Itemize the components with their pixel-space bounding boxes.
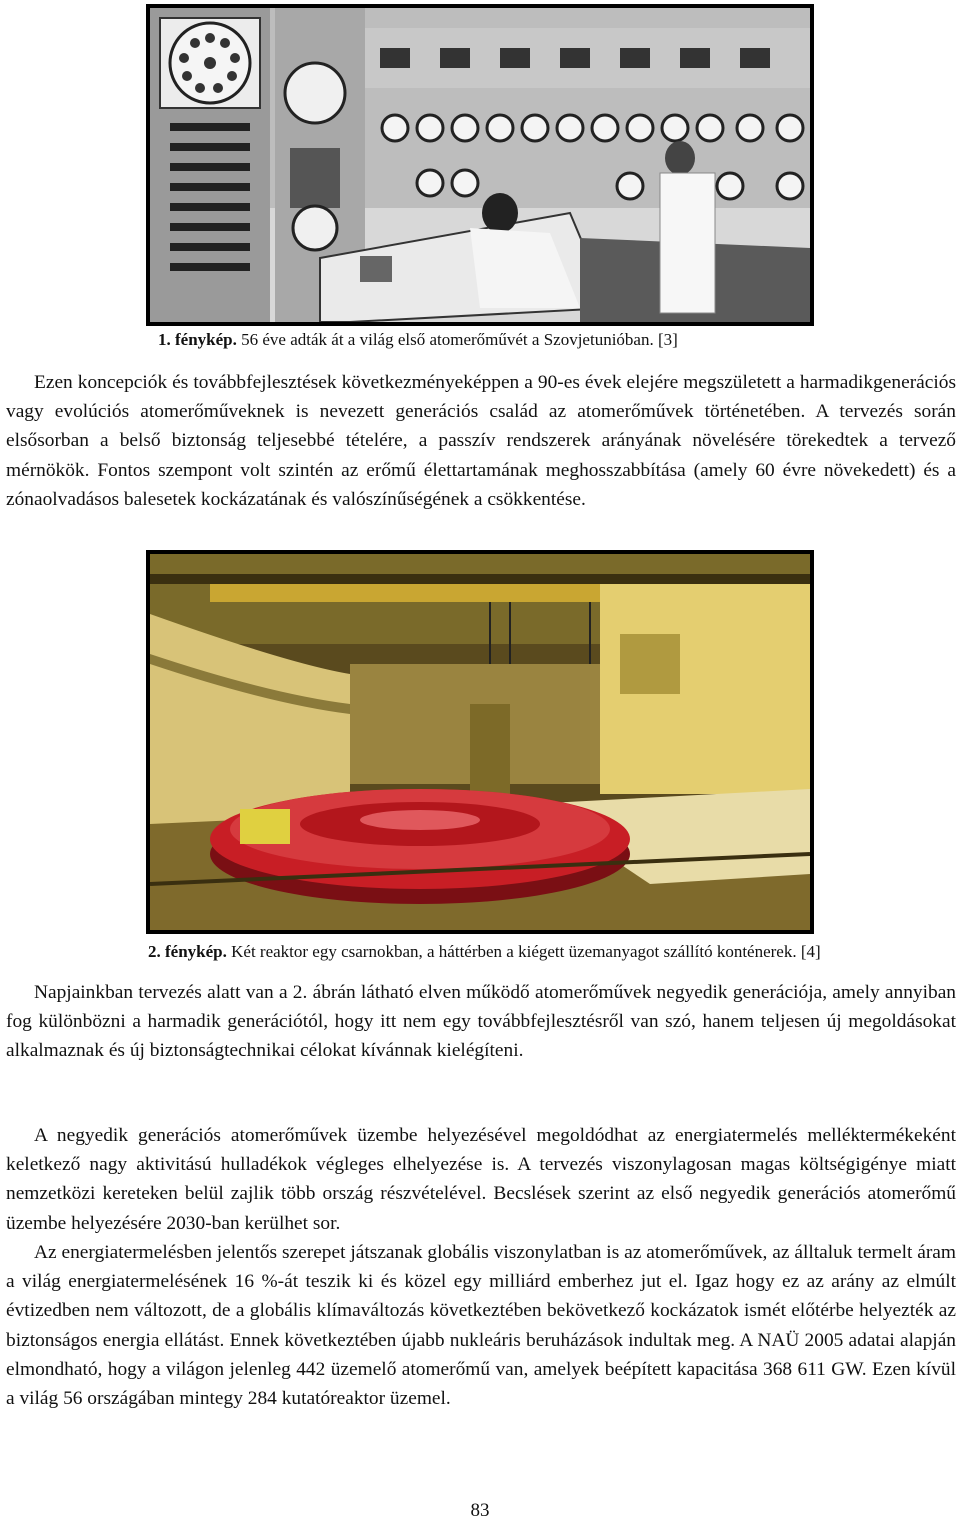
control-room-illustration	[150, 8, 810, 322]
figure1-caption	[158, 330, 678, 350]
figure1-caption-text: 56 éve adták át a világ első atomerőművét a Szovjetunióban. [3]	[236, 330, 678, 349]
page-number: 83	[470, 1500, 490, 1521]
paragraph-2: Napjainkban tervezés alatt van a 2. ábrán látható elven működő atomerőművek negyedik generációja, amely annyiban fog különbözni a harmadik generációtól, hogy itt nem egy továbbfejlesztésről van szó, hanem teljesen új megoldásokat alkalmaznak és új biztonságtechnikai célokat kívánnak kielégíteni.	[6, 982, 956, 1062]
reactor-hall-illustration	[150, 554, 810, 930]
figure2-caption-label: 2. fénykép.	[148, 942, 227, 961]
figure2-caption	[148, 942, 821, 962]
figure2-caption-text: Két reaktor egy csarnokban, a háttérben a kiégett üzemanyagot szállító konténerek. [4]	[226, 942, 821, 961]
paragraph-3: A negyedik generációs atomerőművek üzembe helyezésével megoldódhat az energiatermelés melléktermékeként keletkező nagy aktivitású hulladékok végleges elhelyezése is. A tervezés viszonylagosan magas költségigénye miatt nemzetközi kereteken belül zajlik több ország részvételével. Becslések szerint az első negyedik generációs atomerőmű üzembe helyezésére 2030-ban kerülhet sor.	[6, 1125, 956, 1234]
paragraph-1: Ezen koncepciók és továbbfejlesztések következményeképpen a 90-es évek elejére megszületett a harmadikgenerációs vagy evolúciós atomerőműveknek is nevezett generációs család az atomerőművek történetében. A tervezés során elsősorban a belső biztonság teljesebbé tételére, a passzív rendszerek arányának növelésére törekedtek a tervező mérnökök. Fontos szempont volt szintén az erőmű élettartamának meghosszabbítása (amely 60 évre növekedett) és a zónaolvadásos balesetek kockázatának és valószínűségének a csökkentése.	[6, 372, 956, 510]
paragraph-4: Az energiatermelésben jelentős szerepet játszanak globális viszonylatban is az atomerőművek, az álltaluk termelt áram a világ energiatermelésének 16 %-át teszik ki és közel egy milliárd emberhez jut el. Igaz hogy ez az arány az elmúlt évtizedben nem változott, de a globális klímaváltozás következtében bekövetkező kockázatok ismét előtérbe helyezték az biztonságos energia ellátást. Ennek következtében újabb nukleáris beruházások indultak meg. A NAÜ 2005 adatai alapján elmondható, hogy a világon jelenleg 442 üzemelő atomerőmű van, amelyek beépített kapacitása 368 611 GW. Ezen kívül a világ 56 országában mintegy 284 kutatóreaktor üzemel.	[6, 1242, 956, 1410]
figure1-caption-label: 1. fénykép.	[158, 330, 237, 349]
control-room-photo	[146, 4, 814, 326]
reactor-hall-photo	[146, 550, 814, 934]
